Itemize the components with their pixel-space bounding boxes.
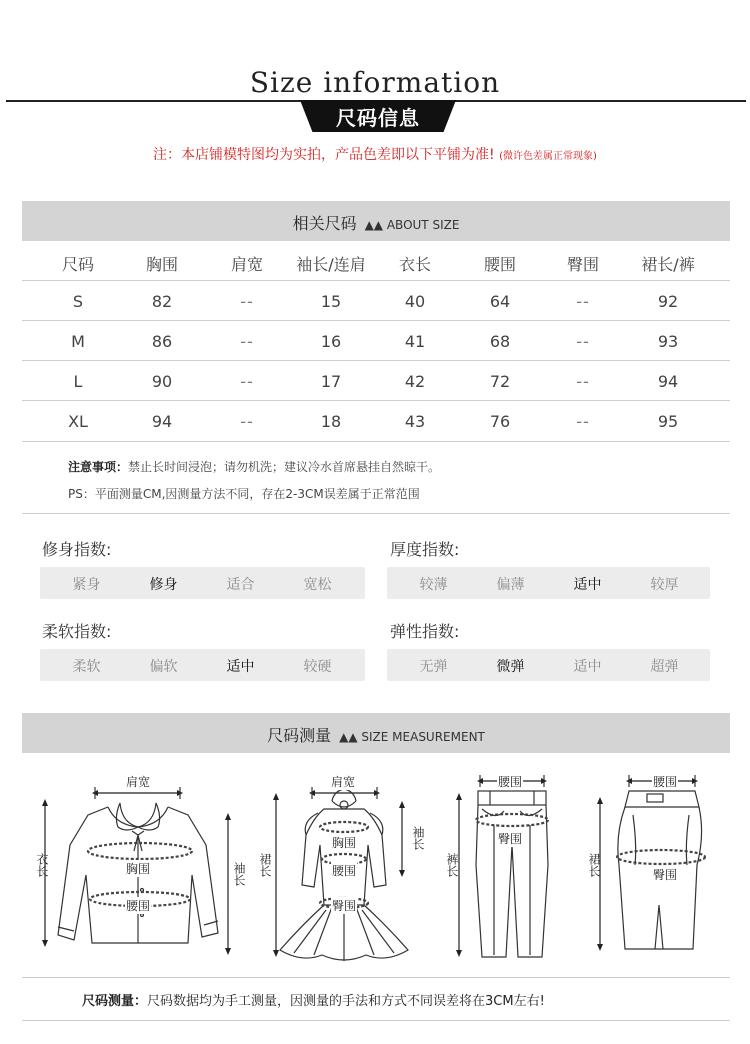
elasticity-index-option: 无弹 xyxy=(419,659,448,675)
table-cell: -- xyxy=(576,292,590,311)
footer-note xyxy=(82,990,545,1009)
table-divider xyxy=(22,280,730,281)
pants-hip-label: 臀围 xyxy=(498,832,523,846)
ps-note-text: 平面测量CM,因测量方法不同，存在2-3CM误差属于正常范围 xyxy=(94,487,420,501)
thickness-index-option: 偏薄 xyxy=(496,577,525,593)
dress-skirt-length-label: 裙长 xyxy=(258,853,272,877)
thickness-index-option: 较厚 xyxy=(650,577,679,593)
softness-index-label: 柔软指数: xyxy=(42,622,112,641)
care-note xyxy=(68,458,440,475)
size-section-title xyxy=(22,211,730,234)
table-cell: S xyxy=(72,292,84,311)
table-header-cell: 臀围 xyxy=(566,255,599,274)
table-cell: 41 xyxy=(404,332,426,351)
table-cell: -- xyxy=(576,412,590,431)
dress-hip-label: 臀围 xyxy=(332,899,357,913)
table-header-cell: 胸围 xyxy=(145,255,178,274)
table-cell: 17 xyxy=(320,372,342,391)
skirt-illustration xyxy=(585,765,725,965)
table-cell: -- xyxy=(576,372,590,391)
table-header-cell: 腰围 xyxy=(483,255,516,274)
table-header-cell: 尺码 xyxy=(61,255,94,274)
table-divider xyxy=(22,400,730,401)
dress-chest-label: 胸围 xyxy=(332,836,357,850)
title-english: Size information xyxy=(249,66,501,99)
dress-sleeve-label: 袖长 xyxy=(411,826,425,850)
table-header-cell: 衣长 xyxy=(398,255,431,274)
shirt-chest-label: 胸围 xyxy=(126,862,151,876)
footer-divider-bottom xyxy=(22,1020,730,1021)
shirt-waist-label: 腰围 xyxy=(126,899,151,913)
shirt-sleeve-label: 袖长 xyxy=(232,862,246,886)
footer-note-text: 尺码数据均为手工测量，因测量的手法和方式不同误差将在3CM左右! xyxy=(147,994,545,1009)
table-cell: -- xyxy=(240,332,254,351)
table-cell: -- xyxy=(240,412,254,431)
pants-length-label: 裤长 xyxy=(445,853,459,877)
table-cell: 43 xyxy=(404,412,426,431)
table-cell: 16 xyxy=(320,332,342,351)
softness-index-option: 适中 xyxy=(226,659,255,675)
table-cell: 95 xyxy=(657,412,679,431)
table-header-cell: 裙长/裤 xyxy=(641,255,695,274)
notice-main: 注：本店铺模特图均为实拍，产品色差即以下平铺为准! xyxy=(153,147,495,163)
table-cell: -- xyxy=(240,372,254,391)
table-cell: 72 xyxy=(489,372,511,391)
measure-section-title xyxy=(22,723,730,746)
table-cell: -- xyxy=(240,292,254,311)
measure-section-title-text: 尺码测量 xyxy=(267,726,332,745)
notice-small: (微许色差属正常现象) xyxy=(499,151,597,162)
title-chinese: 尺码信息 xyxy=(336,106,420,130)
softness-index-option: 柔软 xyxy=(72,659,101,675)
skirt-hip-label: 臀围 xyxy=(653,868,678,882)
size-section-title-text: 相关尺码 xyxy=(292,214,357,233)
thickness-index-option: 适中 xyxy=(573,577,602,593)
fit-index-label: 修身指数: xyxy=(42,540,112,559)
table-cell: 94 xyxy=(657,372,679,391)
color-notice xyxy=(0,144,750,164)
dress-waist-label: 腰围 xyxy=(332,864,357,878)
table-cell: 64 xyxy=(489,292,511,311)
table-cell: 82 xyxy=(151,292,173,311)
table-cell: 15 xyxy=(320,292,342,311)
care-note-label: 注意事项： xyxy=(68,460,129,474)
footer-note-label: 尺码测量： xyxy=(82,994,148,1009)
table-cell: 68 xyxy=(489,332,511,351)
elasticity-index-option: 微弹 xyxy=(496,659,525,675)
table-divider xyxy=(22,441,730,442)
table-cell: 76 xyxy=(489,412,511,431)
dress-shoulder-label: 肩宽 xyxy=(331,775,356,789)
table-cell: XL xyxy=(68,412,88,431)
care-note-text: 禁止长时间浸泡；请勿机洗；建议冷水首席悬挂自然晾干。 xyxy=(128,460,441,474)
softness-index-option: 较硬 xyxy=(303,659,332,675)
pants-waist-label: 腰围 xyxy=(498,775,523,789)
shirt-shoulder-label: 肩宽 xyxy=(126,775,151,789)
table-divider xyxy=(22,360,730,361)
table-cell: 93 xyxy=(657,332,679,351)
table-cell: 86 xyxy=(151,332,173,351)
shirt-length-label: 衣长 xyxy=(35,853,49,877)
softness-index-option: 偏软 xyxy=(149,659,178,675)
fit-index-option: 宽松 xyxy=(303,577,332,593)
table-cell: L xyxy=(73,372,83,391)
table-cell: -- xyxy=(576,332,590,351)
table-header-cell: 袖长/连肩 xyxy=(296,255,366,274)
ps-note xyxy=(68,485,420,502)
skirt-length-label: 裙长 xyxy=(587,853,601,877)
fit-index-option: 修身 xyxy=(149,577,178,593)
table-cell: 18 xyxy=(320,412,342,431)
elasticity-index-option: 超弹 xyxy=(650,659,679,675)
ps-note-label: PS： xyxy=(68,487,95,501)
elasticity-index-label: 弹性指数: xyxy=(390,622,460,641)
table-cell: M xyxy=(71,332,85,351)
table-cell: 92 xyxy=(657,292,679,311)
elasticity-index-option: 适中 xyxy=(573,659,602,675)
table-divider xyxy=(22,320,730,321)
footer-divider-top xyxy=(22,977,730,978)
table-cell: 42 xyxy=(404,372,426,391)
fit-index-option: 紧身 xyxy=(72,577,101,593)
pants-illustration xyxy=(442,765,582,965)
size-section-subtitle: ▲▲ ABOUT SIZE xyxy=(364,218,460,232)
fit-index-option: 适合 xyxy=(226,577,255,593)
thickness-index-option: 较薄 xyxy=(419,577,448,593)
thickness-index-label: 厚度指数: xyxy=(390,540,460,559)
table-header-cell: 肩宽 xyxy=(230,255,263,274)
skirt-waist-label: 腰围 xyxy=(653,775,678,789)
table-cell: 94 xyxy=(151,412,173,431)
table-cell: 90 xyxy=(151,372,173,391)
notes-divider xyxy=(22,513,730,514)
measure-section-subtitle: ▲▲ SIZE MEASUREMENT xyxy=(339,730,485,744)
table-cell: 40 xyxy=(404,292,426,311)
